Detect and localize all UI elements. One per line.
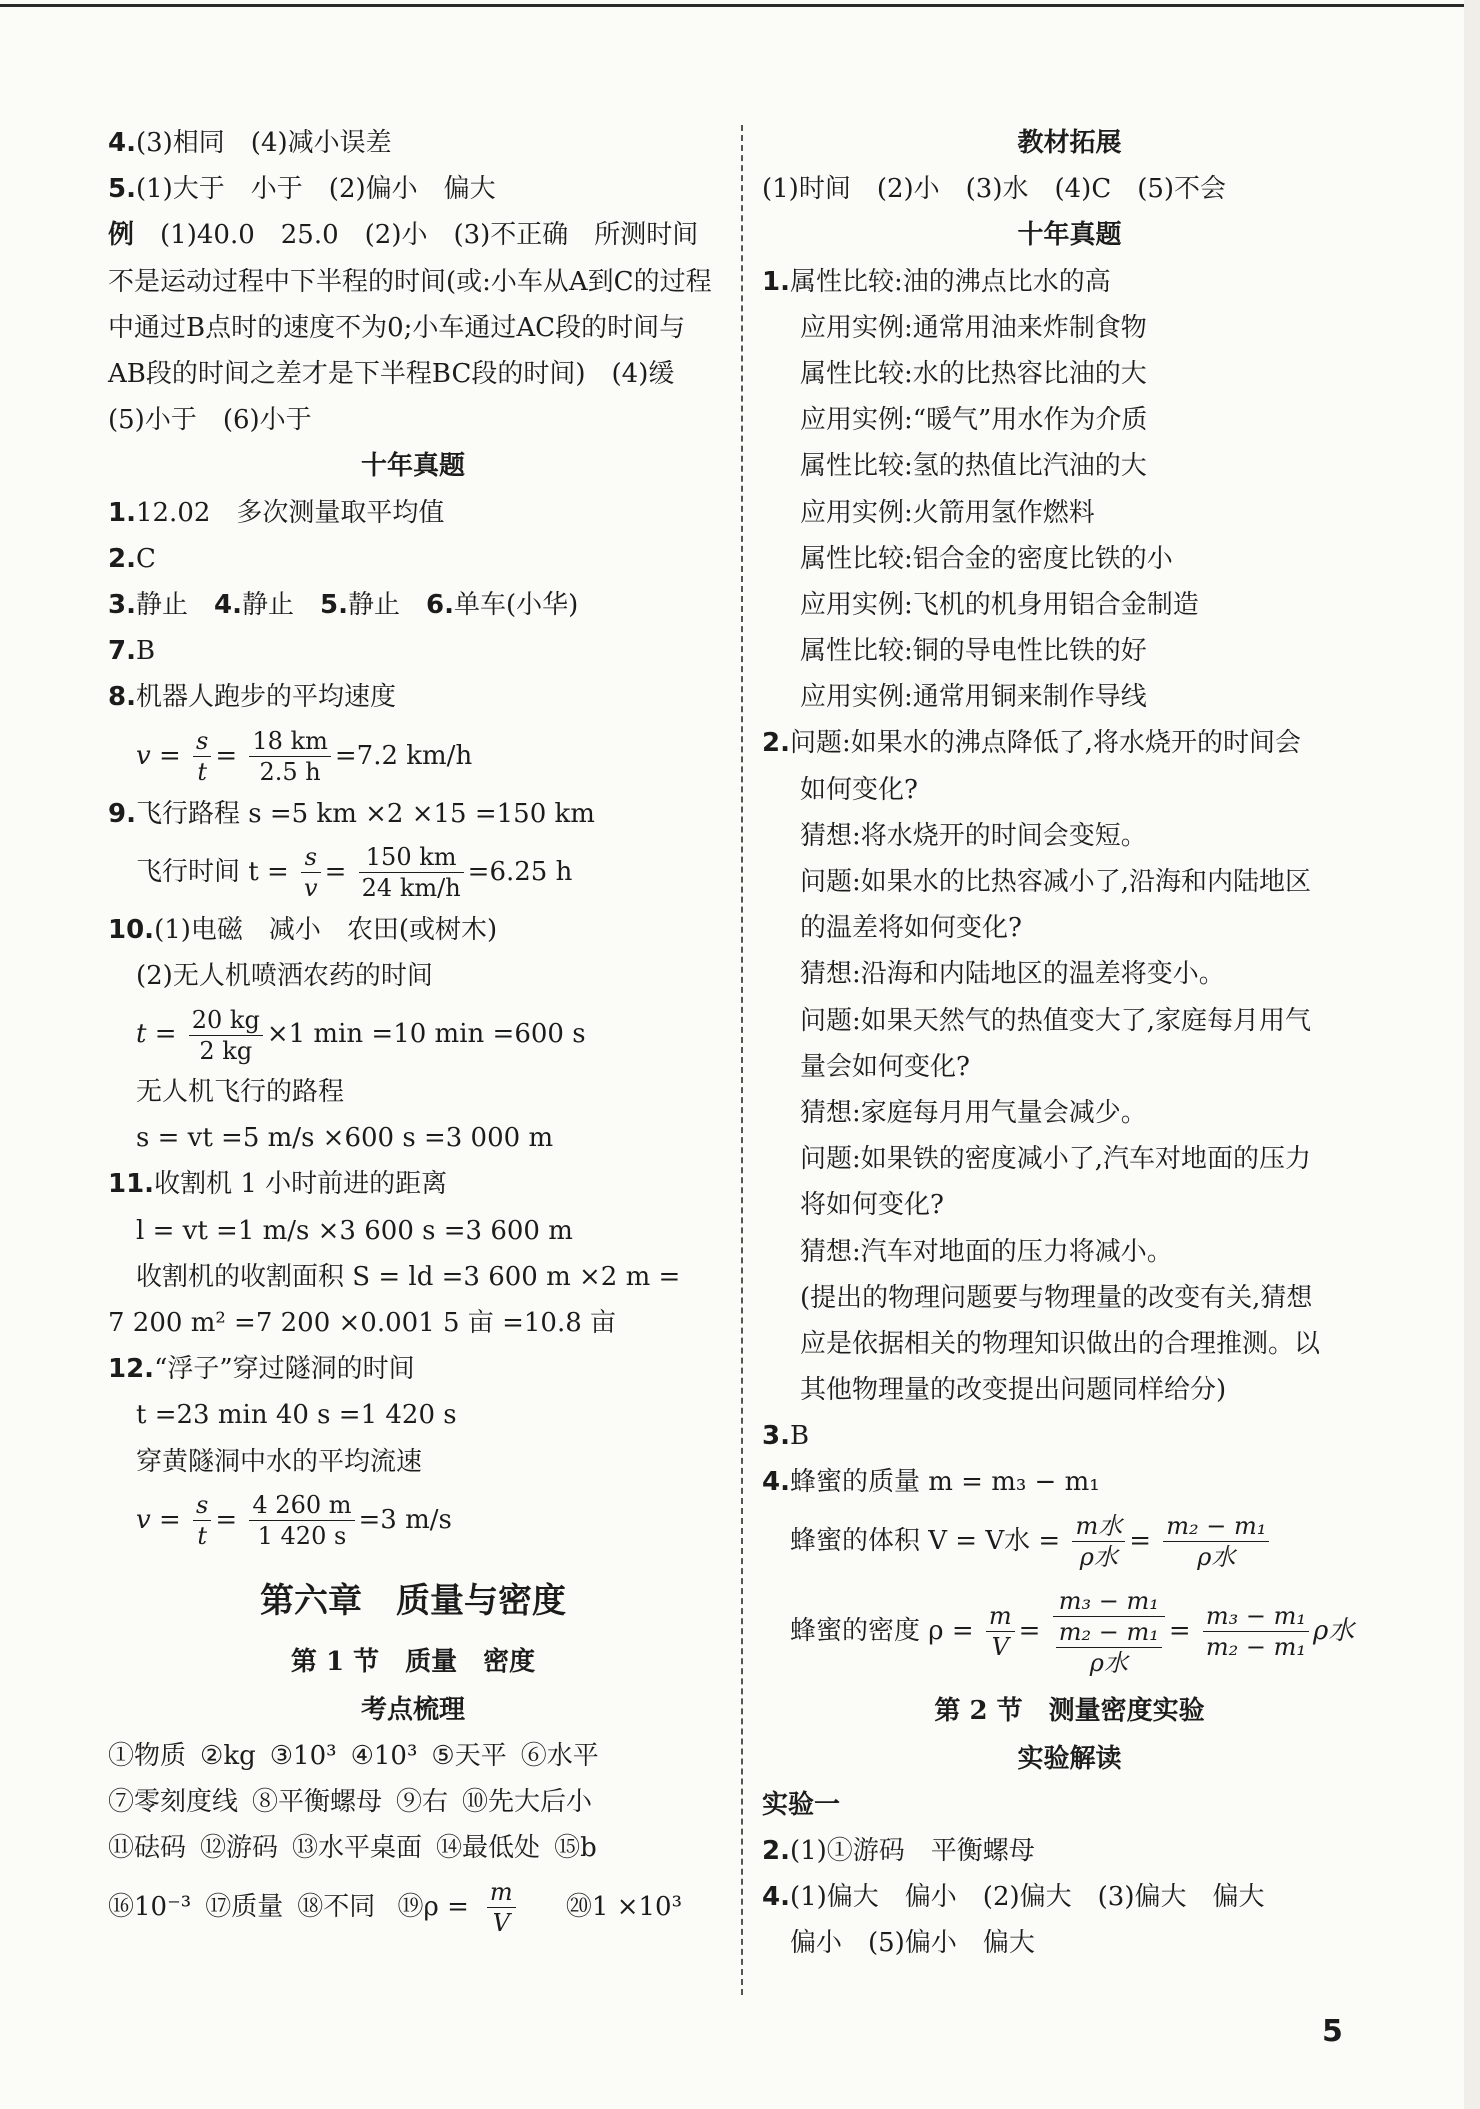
page-edge — [1464, 0, 1480, 2109]
r-question-1-line: 应用实例:通常用铜来制作导线 — [800, 682, 1147, 713]
right-column — [762, 120, 1377, 1967]
r-question-2-line: 量会如何变化? — [800, 1051, 970, 1082]
r-question-2-line: (提出的物理问题要与物理量的改变有关,猜想 — [800, 1282, 1313, 1313]
r-question-1-line: 属性比较:氢的热值比汽油的大 — [800, 451, 1147, 482]
example-answer: 例 (1)40.0 25.0 (2)小 (3)不正确 所测时间不是运动过程中下半程的时间(或:小车从A到C的过程中通过B点时的速度不为0;小车通过AC段的时间与AB段的时间之差才是下半程BC段的时间) (4)缓 (5)小于 (6)小于 — [108, 220, 712, 436]
r-question-1-line: 应用实例:火箭用氢作燃料 — [800, 497, 1095, 528]
formula-12: v = $\frac{s}{t}$ = $\frac{4 260 m}{1 420 s}$ =3 m/s — [136, 1491, 452, 1551]
r-question-2-line: 猜想:将水烧开的时间会变短。 — [800, 820, 1147, 851]
question-10: 10.(1)电磁 减小 农田(或树木) — [108, 914, 498, 945]
r-question-1-line: 属性比较:铜的导电性比铁的好 — [800, 636, 1147, 667]
r-question-2-line: 应是依据相关的物理知识做出的合理推测。以 — [800, 1328, 1321, 1359]
question-11: 11.收割机 1 小时前进的距离 — [108, 1169, 448, 1200]
section-title: 第 1 节 质量 密度 — [290, 1646, 536, 1677]
question-10-line4: s = vt =5 m/s ×600 s =3 000 m — [136, 1123, 554, 1154]
r-question-1-line: 属性比较:铝合金的密度比铁的小 — [800, 543, 1173, 574]
key-points-row-4: ⑯10⁻³ ⑰质量 ⑱不同 ⑲ρ = $\frac{m}{V}$ ⑳1 ×10³ — [108, 1878, 683, 1938]
r-question-2-line: 的温差将如何变化? — [800, 913, 1022, 944]
heading-ten-year-right: 十年真题 — [1017, 220, 1122, 251]
r-question-1: 1.属性比较:油的沸点比水的高 — [762, 266, 1111, 297]
key-points-row-3: ⑪砝码 ⑫游码 ⑬水平桌面 ⑭最低处 ⑮b — [108, 1833, 597, 1864]
formula-10: t = $\frac{20 kg}{2 kg}$ ×1 min =10 min =600 s — [136, 1005, 586, 1065]
heading-experiment-reading: 实验解读 — [1017, 1743, 1122, 1774]
question-3-6: 3.静止 4.静止 5.静止 6.单车(小华) — [108, 589, 579, 620]
page-number: 5 — [1322, 2014, 1343, 2049]
r-question-3: 3.B — [762, 1421, 810, 1452]
question-9: 9.飞行路程 s =5 km ×2 ×15 =150 km — [108, 798, 595, 829]
question-2: 2.C — [108, 543, 156, 574]
r-question-2-line: 问题:如果水的比热容减小了,沿海和内陆地区 — [800, 867, 1312, 898]
formula-8: v = $\frac{s}{t}$ = $\frac{18 km}{2.5 h}$ =7.2 km/h — [136, 727, 473, 787]
experiment-q2: 2.(1)①游码 平衡螺母 — [762, 1836, 1035, 1867]
question-12: 12.“浮子”穿过隧洞的时间 — [108, 1354, 415, 1385]
question-11-line4: 7 200 m² =7 200 ×0.001 5 亩 =10.8 亩 — [108, 1308, 617, 1339]
r-question-2-line: 如何变化? — [800, 774, 918, 805]
experiment-q4: 4.(1)偏大 偏小 (2)偏大 (3)偏大 偏大 — [762, 1882, 1265, 1913]
r-question-4: 4.蜂蜜的质量 m = m₃ − m₁ — [762, 1467, 1100, 1498]
r-question-1-line: 应用实例:飞机的机身用铝合金制造 — [800, 589, 1199, 620]
question-7: 7.B — [108, 636, 156, 667]
r-question-1-line: 应用实例:“暖气”用水作为介质 — [800, 405, 1148, 436]
question-10-part2: (2)无人机喷洒农药的时间 — [136, 960, 433, 991]
r-question-1-line: 应用实例:通常用油来炸制食物 — [800, 312, 1147, 343]
r-question-1-line: 属性比较:水的比热容比油的大 — [800, 358, 1147, 389]
question-11-line3: 收割机的收割面积 S = ld =3 600 m ×2 m = — [136, 1261, 681, 1292]
formula-volume: 蜂蜜的体积 V = V水 = $\frac{\text{m水}}{\text{ρ水}}$ = $\frac{\text{m₂ − m₁}}{\text{ρ水}}$ — [762, 1506, 1377, 1576]
question-10-line3: 无人机飞行的路程 — [136, 1077, 345, 1108]
section-2-title: 第 2 节 测量密度实验 — [934, 1695, 1205, 1726]
column-divider — [741, 125, 743, 1995]
r-question-2-line: 问题:如果天然气的热值变大了,家庭每月用气 — [800, 1005, 1312, 1036]
heading-key-points: 考点梳理 — [360, 1694, 465, 1725]
left-column — [108, 120, 718, 1942]
heading-ten-year: 十年真题 — [360, 451, 465, 482]
formula-9: 飞行时间 t = $\frac{s}{v}$ = $\frac{150 km}{24 km/h}$ =6.25 h — [136, 843, 573, 903]
formula-density: 蜂蜜的密度 ρ = $\frac{m}{V}$ = $\frac{\text{m₃ − m₁}}{\frac{\text{m₂ − m₁}}{\text{ρ水}}}$ = $\frac{\text{m₃ − m₁}}{\text{m₂ − m₁}}$ ρ水 — [790, 1586, 1355, 1677]
r-question-2-line: 猜想:汽车对地面的压力将减小。 — [800, 1236, 1173, 1267]
experiment-q4-line2: 偏小 (5)偏小 偏大 — [790, 1928, 1035, 1959]
question-12-line2: t =23 min 40 s =1 420 s — [136, 1400, 457, 1431]
key-points-row-1: ①物质 ②kg ③10³ ④10³ ⑤天平 ⑥水平 — [108, 1740, 599, 1771]
answer-4: 4.(3)相同 (4)减小误差 — [108, 128, 392, 158]
r-question-2-line: 将如何变化? — [800, 1190, 944, 1221]
r-question-2-line: 问题:如果铁的密度减小了,汽车对地面的压力 — [800, 1144, 1312, 1175]
key-points-row-2: ⑦零刻度线 ⑧平衡螺母 ⑨右 ⑩先大后小 — [108, 1787, 593, 1818]
answer-5: 5.(1)大于 小于 (2)偏小 偏大 — [108, 174, 496, 205]
question-1: 1.12.02 多次测量取平均值 — [108, 497, 445, 528]
question-8: 8.机器人跑步的平均速度 — [108, 682, 396, 713]
extension-answers: (1)时间 (2)小 (3)水 (4)C (5)不会 — [762, 174, 1227, 205]
r-question-2-line: 猜想:沿海和内陆地区的温差将变小。 — [800, 959, 1225, 990]
top-rule — [0, 4, 1480, 7]
r-question-2-line: 猜想:家庭每月用气量会减少。 — [800, 1097, 1147, 1128]
experiment-1-label: 实验一 — [762, 1789, 841, 1820]
question-12-line3: 穿黄隧洞中水的平均流速 — [136, 1446, 423, 1477]
chapter-title: 第六章 质量与密度 — [260, 1580, 566, 1621]
r-question-2-line: 其他物理量的改变提出问题同样给分) — [800, 1375, 1227, 1406]
question-11-line2: l = vt =1 m/s ×3 600 s =3 600 m — [136, 1215, 573, 1246]
r-question-2: 2.问题:如果水的沸点降低了,将水烧开的时间会 — [762, 728, 1301, 759]
heading-textbook-extension: 教材拓展 — [1017, 128, 1122, 158]
